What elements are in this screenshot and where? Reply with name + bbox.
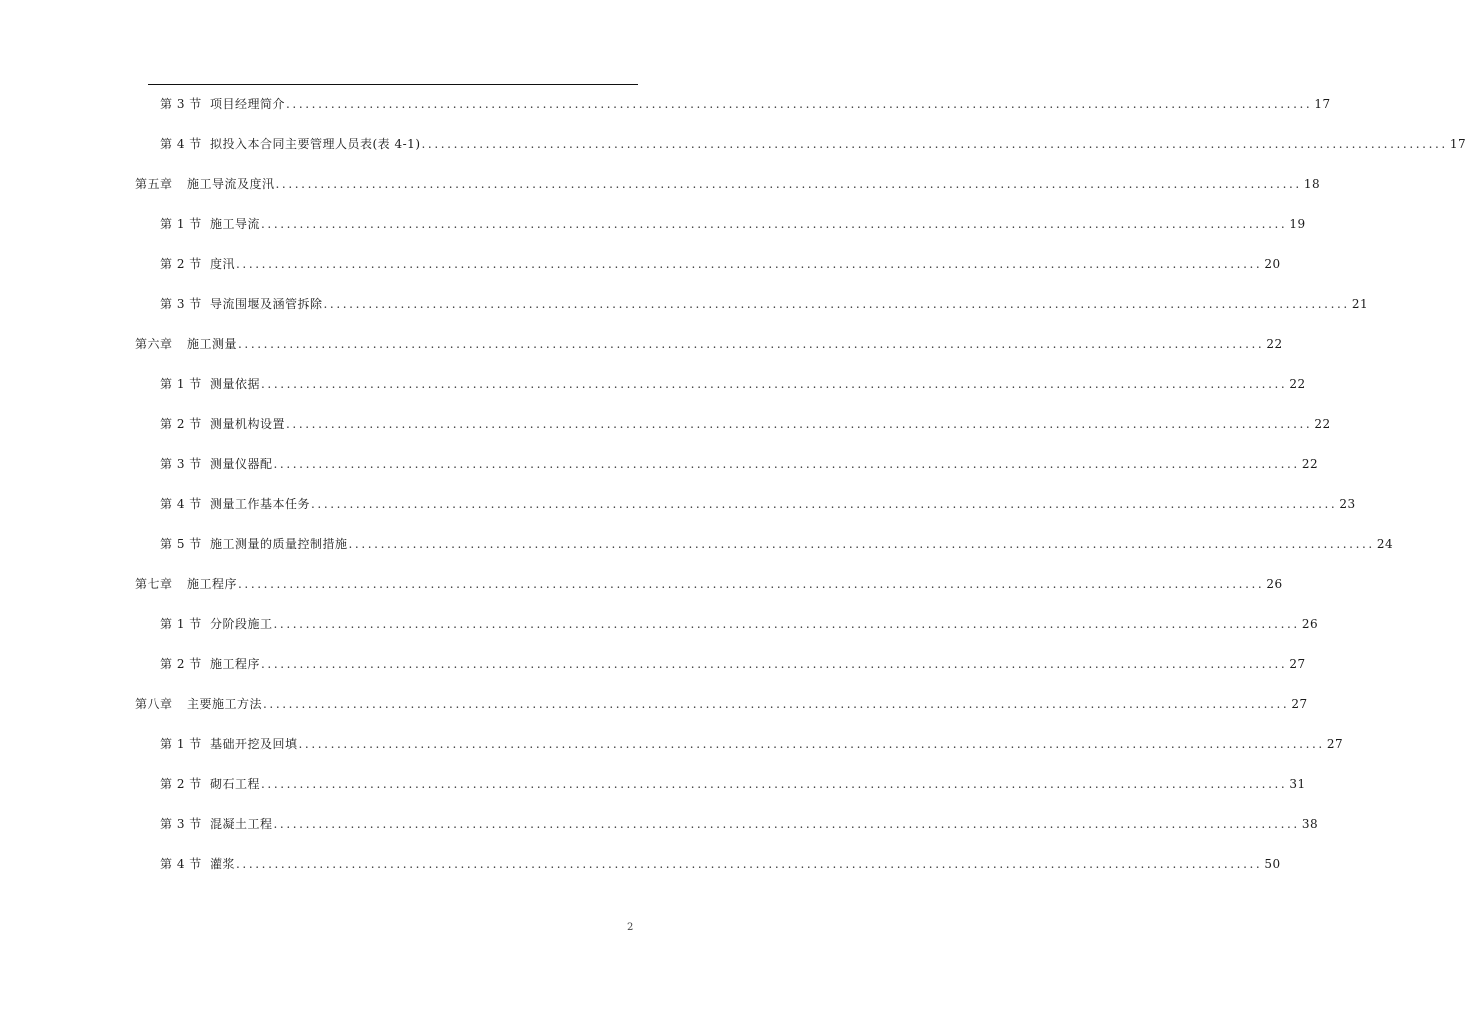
toc-entry[interactable] — [160, 734, 1344, 754]
toc-entry-page: 22 — [1314, 417, 1331, 431]
toc-entry-page: 17 — [1449, 137, 1466, 151]
toc-entry-number: 第 1 节 — [160, 217, 202, 231]
toc-entry-page: 19 — [1289, 217, 1306, 231]
toc-entry-number: 第 4 节 — [160, 857, 202, 871]
toc-entry-number: 第 3 节 — [160, 457, 202, 471]
toc-entry-number: 第六章 — [135, 337, 173, 351]
toc-leader-dots: ................................................................................................................................................................ — [323, 297, 1350, 311]
toc-entry-title: 施工测量 — [187, 337, 238, 351]
toc-entry-number: 第 4 节 — [160, 137, 202, 151]
toc-entry-page: 38 — [1301, 817, 1319, 831]
toc-leader-dots: ................................................................................................................................................................ — [348, 537, 1375, 551]
toc-entry-number: 第 2 节 — [160, 417, 202, 431]
toc-entry-number: 第 2 节 — [160, 777, 202, 791]
toc-leader-dots: ................................................................................................................................................................ — [236, 257, 1263, 271]
toc-entry-title: 施工程序 — [210, 657, 261, 671]
toc-entry[interactable] — [160, 294, 1369, 314]
toc-entry-title: 分阶段施工 — [210, 617, 273, 631]
toc-leader-dots: ................................................................................................................................................................ — [273, 617, 1300, 631]
toc-entry-number: 第 5 节 — [160, 537, 202, 551]
toc-entry-number: 第五章 — [135, 177, 173, 191]
toc-entry-number: 第 1 节 — [160, 617, 202, 631]
toc-leader-dots: ................................................................................................................................................................ — [273, 817, 1300, 831]
toc-entry-page: 22 — [1266, 337, 1283, 351]
toc-entry-page: 17 — [1314, 97, 1331, 111]
toc-entry-number: 第 2 节 — [160, 257, 202, 271]
toc-entry[interactable] — [135, 574, 1283, 594]
toc-entry-page: 23 — [1339, 497, 1356, 511]
toc-entry[interactable] — [135, 334, 1283, 354]
toc-leader-dots: ................................................................................................................................................................ — [286, 417, 1313, 431]
toc-entry-number: 第 3 节 — [160, 97, 202, 111]
toc-entry-page: 27 — [1289, 657, 1306, 671]
toc-entry[interactable] — [160, 214, 1306, 234]
toc-entry-page: 27 — [1291, 697, 1308, 711]
toc-entry-number: 第 3 节 — [160, 297, 202, 311]
toc-leader-dots: ................................................................................................................................................................ — [311, 497, 1338, 511]
toc-entry-number: 第 4 节 — [160, 497, 202, 511]
toc-entry-page: 22 — [1289, 377, 1306, 391]
toc-leader-dots: ................................................................................................................................................................ — [273, 457, 1300, 471]
toc-entry-title: 混凝土工程 — [210, 817, 273, 831]
toc-leader-dots: ................................................................................................................................................................ — [261, 217, 1288, 231]
toc-entry-title: 测量机构设置 — [210, 417, 286, 431]
toc-entry-title: 测量仪器配 — [210, 457, 273, 471]
toc-leader-dots: ................................................................................................................................................................ — [236, 857, 1263, 871]
toc-entry-page: 27 — [1326, 737, 1344, 751]
toc-entry[interactable] — [160, 254, 1281, 274]
toc-entry[interactable] — [135, 694, 1308, 714]
toc-entry-number: 第 2 节 — [160, 657, 202, 671]
toc-entry-title: 主要施工方法 — [187, 697, 263, 711]
toc-entry-page: 26 — [1266, 577, 1283, 591]
toc-entry[interactable] — [160, 454, 1319, 474]
toc-entry-title: 砌石工程 — [210, 777, 261, 791]
toc-entry-title: 度汛 — [210, 257, 236, 271]
toc-entry-title: 施工导流 — [210, 217, 261, 231]
toc-entry[interactable] — [160, 94, 1331, 114]
toc-leader-dots: ................................................................................................................................................................ — [263, 697, 1290, 711]
toc-entry-number: 第 3 节 — [160, 817, 202, 831]
toc-entry-number: 第七章 — [135, 577, 173, 591]
toc-entry[interactable] — [160, 654, 1306, 674]
toc-entry[interactable] — [160, 614, 1319, 634]
toc-entry-title: 施工测量的质量控制措施 — [210, 537, 348, 551]
toc-entry-page: 50 — [1264, 857, 1281, 871]
toc-leader-dots: ................................................................................................................................................................ — [286, 97, 1313, 111]
toc-entry-number: 第 1 节 — [160, 377, 202, 391]
toc-leader-dots: ................................................................................................................................................................ — [275, 177, 1302, 191]
toc-entry-title: 测量依据 — [210, 377, 261, 391]
toc-entry-number: 第八章 — [135, 697, 173, 711]
toc-leader-dots: ................................................................................................................................................................ — [261, 777, 1288, 791]
toc-entry-title: 基础开挖及回填 — [210, 737, 298, 751]
toc-entry[interactable] — [135, 174, 1321, 194]
toc-entry[interactable] — [160, 134, 1466, 154]
toc-entry-title: 测量工作基本任务 — [210, 497, 311, 511]
page-number: 2 — [627, 922, 634, 933]
toc-entry[interactable] — [160, 374, 1306, 394]
toc-leader-dots: ................................................................................................................................................................ — [238, 577, 1265, 591]
toc-entry-page: 24 — [1376, 537, 1394, 551]
toc-entry[interactable] — [160, 494, 1356, 514]
toc-leader-dots: ................................................................................................................................................................ — [261, 377, 1288, 391]
toc-leader-dots: ................................................................................................................................................................ — [261, 657, 1288, 671]
toc-entry-page: 18 — [1303, 177, 1321, 191]
toc-leader-dots: ................................................................................................................................................................ — [298, 737, 1325, 751]
toc-entry-page: 22 — [1301, 457, 1319, 471]
toc-leader-dots: ................................................................................................................................................................ — [238, 337, 1265, 351]
toc-entry[interactable] — [160, 814, 1319, 834]
toc-entry[interactable] — [160, 534, 1394, 554]
toc-entry-title: 施工程序 — [187, 577, 238, 591]
toc-entry[interactable] — [160, 774, 1306, 794]
toc-leader-dots: ................................................................................................................................................................ — [421, 137, 1448, 151]
toc-entry-title: 灌浆 — [210, 857, 236, 871]
toc-entry[interactable] — [160, 414, 1331, 434]
toc-entry-page: 26 — [1301, 617, 1319, 631]
toc-entry-title: 导流围堰及涵管拆除 — [210, 297, 323, 311]
toc-entry-number: 第 1 节 — [160, 737, 202, 751]
toc-entry-page: 20 — [1264, 257, 1281, 271]
toc-entry[interactable] — [160, 854, 1281, 874]
toc-entry-title: 拟投入本合同主要管理人员表(表 4-1) — [210, 137, 421, 151]
toc-entry-page: 31 — [1289, 777, 1306, 791]
toc-entry-title: 施工导流及度汛 — [187, 177, 275, 191]
toc-entry-title: 项目经理简介 — [210, 97, 286, 111]
toc-entry-page: 21 — [1351, 297, 1369, 311]
